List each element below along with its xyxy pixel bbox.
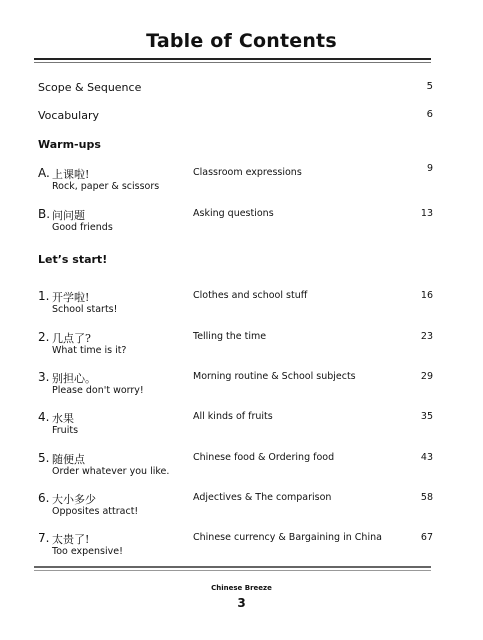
lesson-chinese-title: 别担心。 (52, 372, 96, 385)
lesson-number: A. (38, 166, 50, 180)
lesson-english-title: Opposites attract! (52, 506, 139, 517)
entry-page: 5 (426, 81, 433, 92)
lesson-page: 16 (420, 290, 433, 301)
lesson-chinese-title: 水果 (52, 412, 74, 425)
lesson-page: 23 (420, 331, 433, 342)
lesson-english-title: Too expensive! (52, 546, 123, 557)
lesson-page: 43 (420, 452, 433, 463)
entry-label: Vocabulary (38, 109, 99, 122)
toc-entry-lesson-1[interactable] (38, 289, 433, 319)
header-rule-thin (34, 62, 431, 63)
lesson-chinese-title: 开学啦! (52, 291, 90, 304)
toc-entry-warmup-b[interactable] (38, 207, 433, 237)
lesson-chinese-title: 随便点 (52, 453, 85, 466)
entry-page: 6 (426, 109, 433, 120)
lesson-page: 13 (420, 208, 433, 219)
lesson-english-title: What time is it? (52, 345, 127, 356)
lesson-number: 7. (38, 531, 50, 545)
page-title: Table of Contents (146, 30, 337, 52)
lesson-page: 35 (420, 411, 433, 422)
lesson-topic: Telling the time (193, 331, 267, 342)
lesson-number: 2. (38, 330, 50, 344)
lesson-english-title: Rock, paper & scissors (52, 181, 160, 192)
lesson-chinese-title: 问问题 (52, 209, 85, 222)
toc-entry-lesson-3[interactable] (38, 370, 433, 400)
section-heading-lets-start: Let’s start! (38, 253, 108, 266)
lesson-english-title: Good friends (52, 222, 113, 233)
lesson-number: 4. (38, 410, 50, 424)
footer-page-number: 3 (237, 596, 246, 610)
lesson-english-title: Fruits (52, 425, 79, 436)
lesson-topic: All kinds of fruits (193, 411, 273, 422)
lesson-number: 6. (38, 491, 50, 505)
lesson-page: 58 (420, 492, 433, 503)
section-heading-warmups: Warm-ups (38, 138, 101, 151)
toc-entry-warmup-a[interactable] (38, 163, 433, 196)
toc-entry-vocabulary[interactable] (38, 109, 433, 125)
lesson-english-title: Please don't worry! (52, 385, 144, 396)
lesson-number: 1. (38, 289, 50, 303)
lesson-number: B. (38, 207, 51, 221)
toc-entry-lesson-6[interactable] (38, 491, 433, 521)
lesson-chinese-title: 太贵了! (52, 533, 90, 546)
lesson-english-title: Order whatever you like. (52, 466, 170, 477)
lesson-chinese-title: 几点了? (52, 332, 91, 345)
lesson-topic: Morning routine & School subjects (193, 371, 356, 382)
lesson-topic: Clothes and school stuff (193, 290, 308, 301)
footer-rule-thin (34, 570, 431, 571)
lesson-number: 5. (38, 451, 50, 465)
lesson-topic: Chinese currency & Bargaining in China (193, 532, 382, 543)
lesson-page: 67 (420, 532, 433, 543)
lesson-page: 29 (420, 371, 433, 382)
footer-rule (34, 566, 431, 568)
lesson-topic: Asking questions (193, 208, 274, 219)
footer-book-title: Chinese Breeze (211, 584, 272, 592)
lesson-topic: Classroom expressions (193, 167, 302, 178)
lesson-chinese-title: 大小多少 (52, 493, 96, 506)
lesson-chinese-title: 上课啦! (52, 168, 90, 181)
lesson-topic: Chinese food & Ordering food (193, 452, 335, 463)
toc-entry-lesson-2[interactable] (38, 330, 433, 360)
lesson-number: 3. (38, 370, 50, 384)
lesson-english-title: School starts! (52, 304, 118, 315)
toc-entry-scope[interactable] (38, 81, 433, 97)
toc-entry-lesson-5[interactable] (38, 451, 433, 481)
toc-entry-lesson-7[interactable] (38, 531, 433, 561)
lesson-page: 9 (426, 163, 433, 174)
lesson-topic: Adjectives & The comparison (193, 492, 332, 503)
header-rule (34, 58, 431, 60)
toc-entry-lesson-4[interactable] (38, 410, 433, 440)
entry-label: Scope & Sequence (38, 81, 142, 94)
